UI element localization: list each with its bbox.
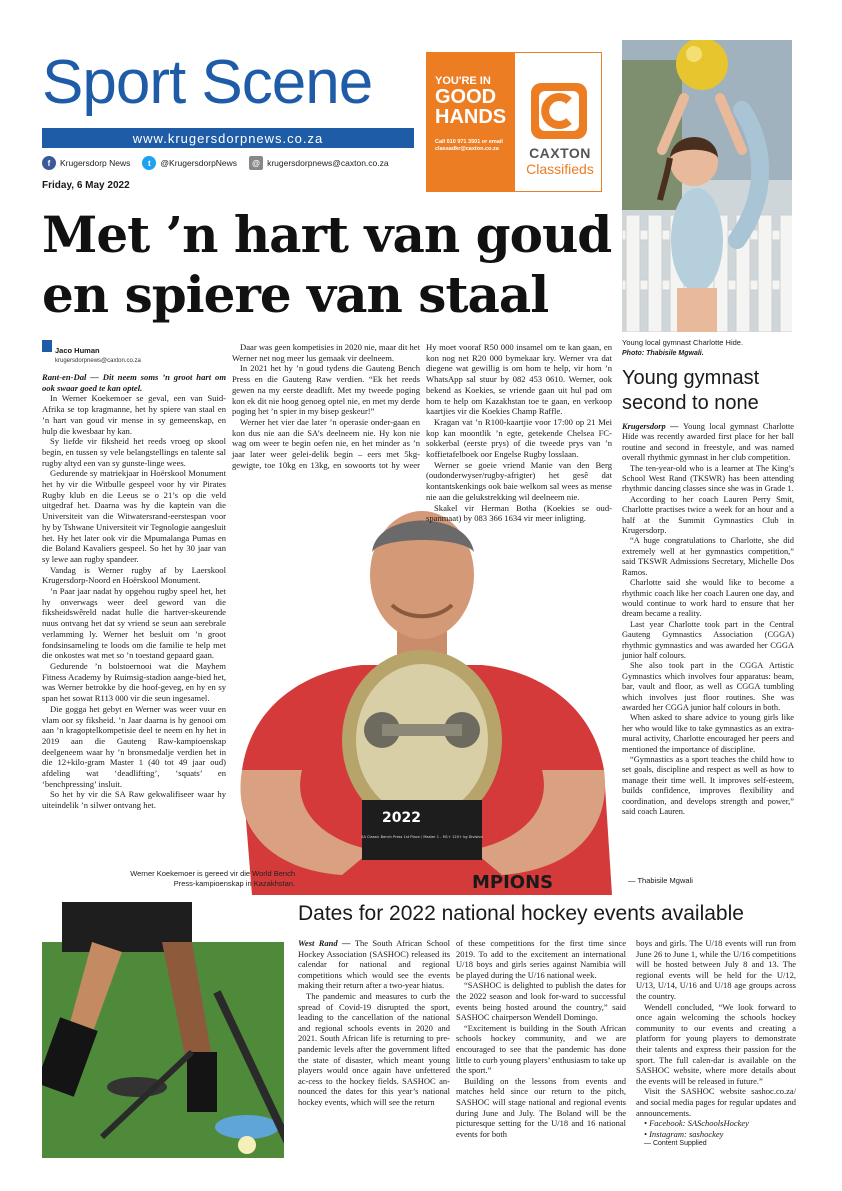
article-paragraph: The pandemic and measures to curb the spread of Covid-19 disrupted the sport, leading to the cancellation of the national and regional schools events in 2020 and 2021. South African life is returning to pre-pandemic levels after the government lifted the state of disaster, which meant young players would once again have unfettered ac-cess to the hockey fields. SASHOC an-nounced the dates for this year’s national hockey events, which will see the return <box>298 990 450 1107</box>
hockey-dateline: West Rand — <box>298 938 355 948</box>
article-paragraph: The ten-year-old who is a learner at The King’s School West Rand (TKSWR) has been attending rhythmic dancing classes since she was in Grade 1. <box>622 463 794 494</box>
ad-message-panel <box>427 53 515 191</box>
article-paragraph <box>298 938 450 991</box>
hockey-column-1 <box>298 938 450 1108</box>
gymnast-article-body <box>622 422 794 817</box>
article-paragraph: In Werner Koekemoer se geval, een van Suid-Afrika se top kragmanne, het hy spiere van staal en ’n hart van goud vir mense in sy gemeenskap, en hulp die kwesbaar hy kan. <box>42 393 226 436</box>
article-column-3 <box>426 342 612 524</box>
ad-line-1: YOU'RE IN <box>435 75 491 87</box>
trophy-plaque-text: SA Classic Bench Press 1st Place / Master 1 - M1+ 120+ kg Division <box>361 835 483 839</box>
article-paragraph: Werner het vier dae later ’n operasie onder-gaan en kon dus nie aan die SA’s deelneem nie. Hy kon nie wag om weer te begin oefen nie, en het minder as ’n jaar later weer gelei-delik begin – eers met 5kg-gewigte, toe 10kg en 13kg, en sowoorts tot hy weer <box>232 416 420 470</box>
mail-icon: @ <box>249 156 263 170</box>
ad-brand <box>523 145 597 177</box>
shirt-print: MPIONS <box>472 872 554 893</box>
gymnast-credit: — Thabisile Mgwali <box>628 876 693 885</box>
ad-line-3: HANDS <box>435 106 507 128</box>
gymnast-photo <box>622 40 792 332</box>
article-paragraph: According to her coach Lauren Perry Smit, Charlotte practises twice a week for an hour and a half at the Summit Gymnastics Club in Krugersdorp. <box>622 494 794 536</box>
caxton-classifieds-ad[interactable] <box>426 52 602 192</box>
article-paragraph: Daar was geen kompetisies in 2020 nie, maar dit het Werner net nog meer lus gemaak vir deelneem. <box>232 342 420 363</box>
article-column-1 <box>42 372 226 811</box>
email-link[interactable] <box>249 156 389 170</box>
article-paragraph: Gedurende sy matriekjaar in Hoërskool Monument het hy vir die Witbulle gespeel voor hy vir Pirates Rugby klub en die Leeus se o 21’s op die veld uitgedraf het. Daarna was hy die kaptein van die Universiteit van die Witwatersrand-eerstespan voor hy by Tshwane Universiteit vir Tegnologie aangesluit het. Hy het later ook vir die Mpumalanga Pumas en die Boland Kavaliers gespeel. So het hy 30 jaar van sy lewe aan rugby spandeer. <box>42 468 226 564</box>
article-paragraph: boys and girls. The U/18 events will run from June 26 to June 1, while the U/16 competitions will be hosted between July 8 and 13. The regional events will be held for the U/12, U/13, U/14, U/16 and U/18 age groups across the country. <box>636 938 796 1001</box>
article-paragraph: Charlotte said she would like to become a rhythmic coach like her coach Lauren one day, and would continue to work hard to ensure that her dream became a reality. <box>622 578 794 619</box>
trophy-year: 2022 <box>382 810 421 826</box>
article-paragraph: Hy moet vooraf R50 000 insamel om te kan gaan, en kon nog net R20 000 bymekaar kry. Werner vra dat diegene wat gewillig is om hom te help, vir hom ’n WhatsApp sal stuur by 082 453 0610. Werner, ook bekend as Koekies, se vriende gaan uit hul pad om hom te help om Kazakhstan toe te gaan, en verkoop kaartjies vir die Koekies Champ Raffle. <box>426 342 612 417</box>
hockey-credit: — Content Supplied <box>644 1140 707 1148</box>
article-paragraph: “Excitement is building in the South African schools hockey community, and we are encouraged to see that the pandemic has done little to curb young players’ enthusiasm to take up the sport.” <box>456 1022 626 1076</box>
article-paragraph: Vandag is Werner rugby af by Laerskool Krugersdorp-Noord en Hoërskool Monument. <box>42 564 226 586</box>
article-paragraph: Sy liefde vir fiksheid het reeds vroeg op skool begin, en tussen sy vele belangstellings en talente sal rugby altyd een van sy gunste-linge wees. <box>42 436 226 468</box>
article-paragraph: When asked to share advice to young girls like her who would like to take gymnastics as an extra-mural activity, Charlotte encouraged her peers and mentioned the importance of discipline. <box>622 713 794 754</box>
website-link[interactable]: www.krugersdorpnews.co.za <box>132 130 324 146</box>
article-paragraph: Kragan vat ’n R100-kaartjie voor 17:00 op 21 Mei kop kan moontlik ’n egte, getekende Chelsea FC-sokkerbal (eerste prys) of die tweede prys van ’n koffietafelboek oor Engelse Rugby losslaan. <box>426 416 612 460</box>
masthead <box>42 48 417 117</box>
main-headline: Met ’n hart van goud en spiere van staal <box>42 205 612 324</box>
social-instagram-line[interactable]: • Instagram: sashockey <box>644 1128 724 1139</box>
twitter-link[interactable] <box>142 156 237 170</box>
email-address: krugersdorpnews@caxton.co.za <box>267 158 389 168</box>
issue-date: Friday, 6 May 2022 <box>42 180 130 191</box>
ad-brand-classifieds: Classifieds <box>526 161 594 177</box>
byline-marker <box>42 340 52 352</box>
ad-contact: Call 010 971 3501 or email classadkr@caxton.co.za <box>435 139 503 152</box>
byline-email: krugersdorpnews@caxton.co.za <box>55 358 141 364</box>
gymnast-photo-credit: Photo: Thabisile Mgwali. <box>622 350 704 357</box>
article-paragraph: Visit the SASHOC website sashoc.co.za/ and social media pages for regular updates and announcements. <box>636 1086 796 1118</box>
article-paragraph: “Gymnastics as a sport teaches the child how to set goals, discipline and respect as well as how to manage their time well. It improves self-esteem, builds confidence, improves flexibility and coordination, and develops strength and power,” said coach Lauren. <box>622 755 794 817</box>
article-paragraph: Last year Charlotte took part in the Central Gauteng Gymnastics Association (CGGA) rhythmic gymnastics and was awarded her CGGA junior half colours. <box>622 619 794 660</box>
hockey-headline: Dates for 2022 national hockey events available <box>298 902 744 925</box>
gymnast-dateline: Krugersdorp — <box>622 422 683 431</box>
gymnast-photo-caption: Young local gymnast Charlotte Hide. <box>622 338 744 347</box>
gymnast-paragraph-text: Young local gymnast Charlotte Hide was recently awarded first place for her ball routine and second in freestyle, and was named overall rhythmic gymnast in her club competition. <box>622 422 795 463</box>
facebook-link[interactable] <box>42 156 130 170</box>
werner-illustration <box>232 470 612 895</box>
article-paragraph: She also took part in the CGGA Artistic Gymnastics which involves four apparatus: beam, bar, vault and floor, as well as CGGA tumbling which involves just floor routines. She was awarded her CGGA junior half colours in both. <box>622 661 794 712</box>
section-title: Sport Scene <box>42 48 373 117</box>
hockey-paragraph-text: The South African School Hockey Association (SASHOC) released its calendar for national and regional competitions which would see the events making their return after a two-year hiatus. <box>298 938 450 991</box>
article-paragraph: Die gogga het gebyt en Werner was weer vuur en vlam oor sy fiksheid. ’n Jaar daarna is hy genooi om aan ’n kragoptelkompetisie deel te neem en hy het in 2019 aan die Gauteng Raw-kampioenskap deelgeneem waar hy ’n bronsmedalje verdien het in die 12+kilo-gram Master 1 (40 tot 49 jaar oud) afdeling wat ‘deadlifting’, ‘squats’ en ‘benchpressing’ insluit. <box>42 703 226 789</box>
article-paragraph: “SASHOC is delighted to publish the dates for the 2022 season and look for-ward to successful events being hosted around the country,” said SASHOC chairperson Wendell Domingo. <box>456 980 626 1023</box>
article-paragraph: So het hy vir die SA Raw gekwalifiseer waar hy uiteindelik ’n silwer ontvang het. <box>42 789 226 811</box>
byline <box>42 340 232 364</box>
article-paragraph: Werner se goeie vriend Manie van den Berg (oudonderwyser/rugby-afrigter) het gesê dat kontantskenkings ook baie welkom sal wees as mense nie aan die gelukstrekking wil deelneem nie. <box>426 459 612 502</box>
werner-photo-caption: Werner Koekemoer is gereed vir die World Bench Press-kampioenskap in Kazakhstan. <box>130 869 295 888</box>
twitter-icon: t <box>142 156 156 170</box>
article-paragraph: of these competitions for the first time since 2019. To add to the excitement an international U/18 boys and girls series against Namibia will be played during the U/16 national week. <box>456 938 626 980</box>
gymnast-headline: Young gymnast second to none <box>622 367 760 414</box>
hockey-photo <box>42 902 284 1158</box>
facebook-icon: f <box>42 156 56 170</box>
caxton-logo-icon <box>529 81 589 141</box>
werner-photo <box>232 470 612 895</box>
gymnast-illustration <box>622 40 792 332</box>
article-lead: Rant-en-Dal — Dit neem soms ’n groot hart om ook swaar goed te kan optel. <box>42 372 226 393</box>
hockey-column-3 <box>636 938 796 1150</box>
twitter-handle: @KrugersdorpNews <box>160 158 238 168</box>
website-bar[interactable] <box>42 128 414 148</box>
article-paragraph: ’n Paar jaar nadat hy opgehou rugby speel het, het hy onverwags weer deel geword van die fiksheidswêreld nadat hulle die hartver-skeurende nuus ontvang het dat sy vriend se seun aan serebrale verlamming ly. Werner het besluit om ’n groot fondsinsameling te loods om die familie te help met die onkostes wat met so ’n toestand gepaard gaan. <box>42 586 226 661</box>
article-paragraph: Wendell concluded, “We look forward to once again welcoming the schools hockey community to our events and creating a platform for young players to demonstrate their talents and express their passion for the sport. The full calen-dar is available on the SASHOC website, where more details about the events will be released in future.” <box>636 1001 796 1086</box>
ad-brand-caxton: CAXTON <box>529 145 591 161</box>
hockey-column-2 <box>456 938 626 1139</box>
social-facebook-line[interactable]: • Facebook: SASchoolsHockey <box>644 1118 749 1129</box>
article-paragraph: In 2021 het hy ’n goud tydens die Gauteng Bench Press en die Gauteng Raw verdien. “Ek het reeds gewen na my eerste deadlift. Met my tweede poging kon ek dit nie hoog genoeg optel nie, en met my derde poging het ’n spier in my bisep geskeur!” <box>232 363 420 417</box>
hockey-illustration <box>42 902 284 1158</box>
article-paragraph: Skakel vir Herman Botha (Koekies se oud-spanmaat) by 083 366 1634 vir meer inligting. <box>426 502 612 524</box>
article-paragraph <box>622 422 794 464</box>
article-paragraph: Building on the lessons from events and matches held since our return to the pitch, SASHOC will stage national and regional events during June and July. The Boland will be the picturesque setting for the U/18 and 16 national events for both <box>456 1075 626 1139</box>
article-paragraph: Gedurende ’n bolstoernooi wat die Mayhem Fitness Academy by Ruimsig-stadion aange-bied het, was Werner betrokke by die hoof-geveg, en hy en sy span het sowat R113 000 vir die seun ingesamel. <box>42 660 226 704</box>
social-links <box>42 156 417 170</box>
article-paragraph: “A huge congratulations to Charlotte, she did extremely well at her gymnastics competition,” said TKSWR Admissions Secretary, Michelle Dos Ramos. <box>622 536 794 577</box>
byline-name: Jaco Human <box>55 346 100 355</box>
facebook-handle: Krugersdorp News <box>60 158 131 168</box>
ad-line-2: GOOD <box>435 86 497 108</box>
